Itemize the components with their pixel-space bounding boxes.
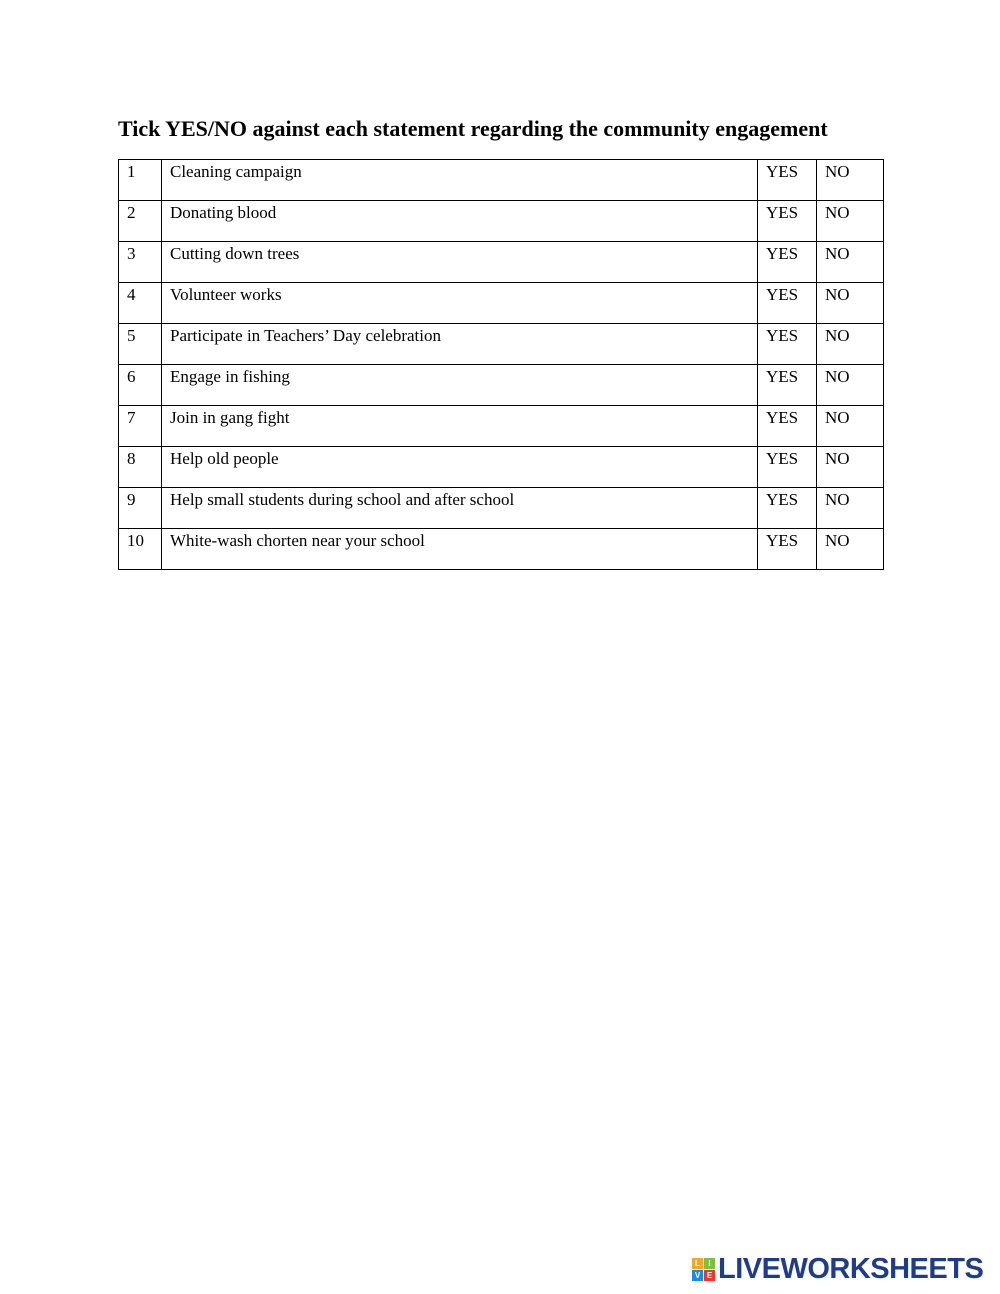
no-option[interactable]: NO [817,365,884,406]
statement-text: Engage in fishing [162,365,758,406]
statement-text: Cleaning campaign [162,160,758,201]
yes-option[interactable]: YES [758,529,817,570]
no-option[interactable]: NO [817,324,884,365]
row-number: 8 [119,447,162,488]
no-option[interactable]: NO [817,283,884,324]
no-option[interactable]: NO [817,488,884,529]
liveworksheets-icon [692,1258,715,1281]
table-row [119,242,884,283]
yes-option[interactable]: YES [758,160,817,201]
row-number: 3 [119,242,162,283]
yes-option[interactable]: YES [758,324,817,365]
liveworksheets-logo [692,1254,983,1284]
statement-table [118,159,884,570]
yes-option[interactable]: YES [758,283,817,324]
yes-option[interactable]: YES [758,201,817,242]
table-row [119,406,884,447]
logo-text: LIVEWORKSHEETS [718,1252,984,1285]
yes-option[interactable]: YES [758,242,817,283]
logo-letter: V [692,1270,703,1281]
statement-text: Help small students during school and after school [162,488,758,529]
no-option[interactable]: NO [817,201,884,242]
table-row [119,365,884,406]
logo-letter: I [704,1258,715,1269]
logo-letter: E [704,1270,715,1281]
no-option[interactable]: NO [817,242,884,283]
table-row [119,447,884,488]
statement-text: Help old people [162,447,758,488]
statement-text: Cutting down trees [162,242,758,283]
yes-option[interactable]: YES [758,447,817,488]
table-row [119,201,884,242]
row-number: 9 [119,488,162,529]
table-row [119,488,884,529]
row-number: 6 [119,365,162,406]
worksheet-title: Tick YES/NO against each statement regarding the community engagement [118,116,828,141]
yes-option[interactable]: YES [758,365,817,406]
table-row [119,529,884,570]
statement-text: Join in gang fight [162,406,758,447]
no-option[interactable]: NO [817,160,884,201]
row-number: 10 [119,529,162,570]
statement-text: Participate in Teachers’ Day celebration [162,324,758,365]
table-row [119,283,884,324]
no-option[interactable]: NO [817,529,884,570]
row-number: 1 [119,160,162,201]
no-option[interactable]: NO [817,447,884,488]
yes-option[interactable]: YES [758,406,817,447]
no-option[interactable]: NO [817,406,884,447]
row-number: 2 [119,201,162,242]
row-number: 4 [119,283,162,324]
logo-letter: L [692,1258,703,1269]
statement-text: White-wash chorten near your school [162,529,758,570]
statement-text: Donating blood [162,201,758,242]
yes-option[interactable]: YES [758,488,817,529]
table-row [119,324,884,365]
row-number: 5 [119,324,162,365]
row-number: 7 [119,406,162,447]
statement-text: Volunteer works [162,283,758,324]
table-row [119,160,884,201]
